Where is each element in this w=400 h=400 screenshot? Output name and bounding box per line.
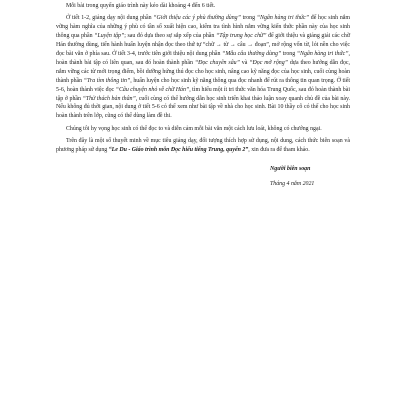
document-body (56, 2, 350, 155)
text-run: “Tập trung học chữ” (215, 33, 267, 40)
text-run: “Tra tìm thông tin” (83, 77, 131, 84)
text-run: , huấn luyện cho học sinh kỹ năng thông qua đọc nhanh để rút ra thông tin quan trọng. Ở tiết 5-6, hoàn thành việc đọc (56, 77, 351, 93)
text-run: “Câu chuyện nhỏ về chữ Hán” (115, 86, 190, 93)
author-label: Người biên soạn (270, 166, 311, 172)
paragraph-2 (56, 14, 350, 121)
text-run: Chúng tôi hy vọng học sinh có thể đọc to và diễn cảm mỗi bài văn một cách lưu loát, không có chướng ngại. (66, 125, 322, 132)
date-label: Tháng 4 năm 2021 (270, 181, 315, 187)
text-run: “Đọc mở rộng” (249, 59, 288, 66)
text-run: trong (281, 51, 297, 58)
paragraph-1 (56, 2, 350, 11)
text-run: , xin đưa ra để tham khảo. (248, 147, 310, 154)
text-run: “Đọc chuyên sâu” (194, 59, 240, 66)
text-run: trong (240, 15, 257, 22)
text-run: Trên đây là một số thuyết minh về mục tiêu giảng dạy, đối tượng thích hợp sử dụng, nội dung, cách thức biên soạn và phương pháp sử dụng (56, 138, 350, 154)
text-run: “Thử thách bản thân” (82, 95, 136, 102)
text-run: “Ngân hàng tri thức” (296, 51, 349, 58)
text-run: “Giới thiệu các ý phù thường dùng” (153, 15, 241, 22)
text-run: “Ngân hàng tri thức” (256, 15, 310, 22)
text-run: , cuối cùng có thể hướng dẫn học sinh triển khai thảo luận xoay quanh chủ đề của bài này. Nếu không đủ thời gian, nội dung ở tiết 5-6 có thể xem như bài tập về nhà cho học sinh. Bài 10 thầy cô có thể cho học sinh hoàn thành trên lớp, cũng có thể dùng làm đề thi. (56, 95, 350, 120)
text-run: “Luyện tập” (94, 33, 125, 40)
text-run: và (239, 59, 250, 66)
paragraph-4 (56, 137, 350, 155)
text-run: Ở tiết 1-2, giảng dạy nội dung phần (66, 15, 154, 22)
signature-block (56, 165, 350, 189)
text-run: Mỗi bài trong quyển giáo trình này kéo dài khoảng 4 đến 6 tiết. (66, 3, 216, 9)
text-run: ; sau đó dựa theo sự sắp xếp của phần (124, 33, 216, 40)
text-run: “Le Du - Giáo trình môn Đọc hiểu tiếng Trung, quyển 2” (108, 147, 249, 154)
document-page (56, 2, 350, 189)
text-run: dựa theo hướng dẫn đọc, nắm vững các từ mới trọng điểm, bồi dưỡng hứng thú đọc cho học sinh, nâng cao kỹ năng đọc của học sinh, cuối cùng hoàn thành phần (56, 59, 350, 84)
paragraph-3 (56, 125, 350, 134)
text-run: để giới thiệu và giảng giải các chữ Hán thường dùng, tiến hành huấn luyện nhận đọc theo thứ tự “chữ → từ → câu → đoạn”, mở rộng vốn từ, lót nền cho việc đọc bài văn ở phía sau. Ở tiết 3-4, trước tiên giới thiệu nội dung phần (56, 33, 351, 58)
text-run: “Mẫu câu thường dùng” (222, 51, 282, 58)
text-run: , hoàn thành bài tập có liên quan, sau đó hoàn thành phần (56, 51, 350, 66)
text-run: để học sinh nắm vững hàm nghĩa của những ý phù có tần số xuất hiện cao, kiểm tra tình hình nắm vững kiến thức phần này của học sinh thông qua phần (56, 15, 350, 40)
text-run: , tìm hiểu một ít tri thức văn hóa Trung Quốc, sau đó hoàn thành bài tập ở phần (56, 86, 350, 102)
